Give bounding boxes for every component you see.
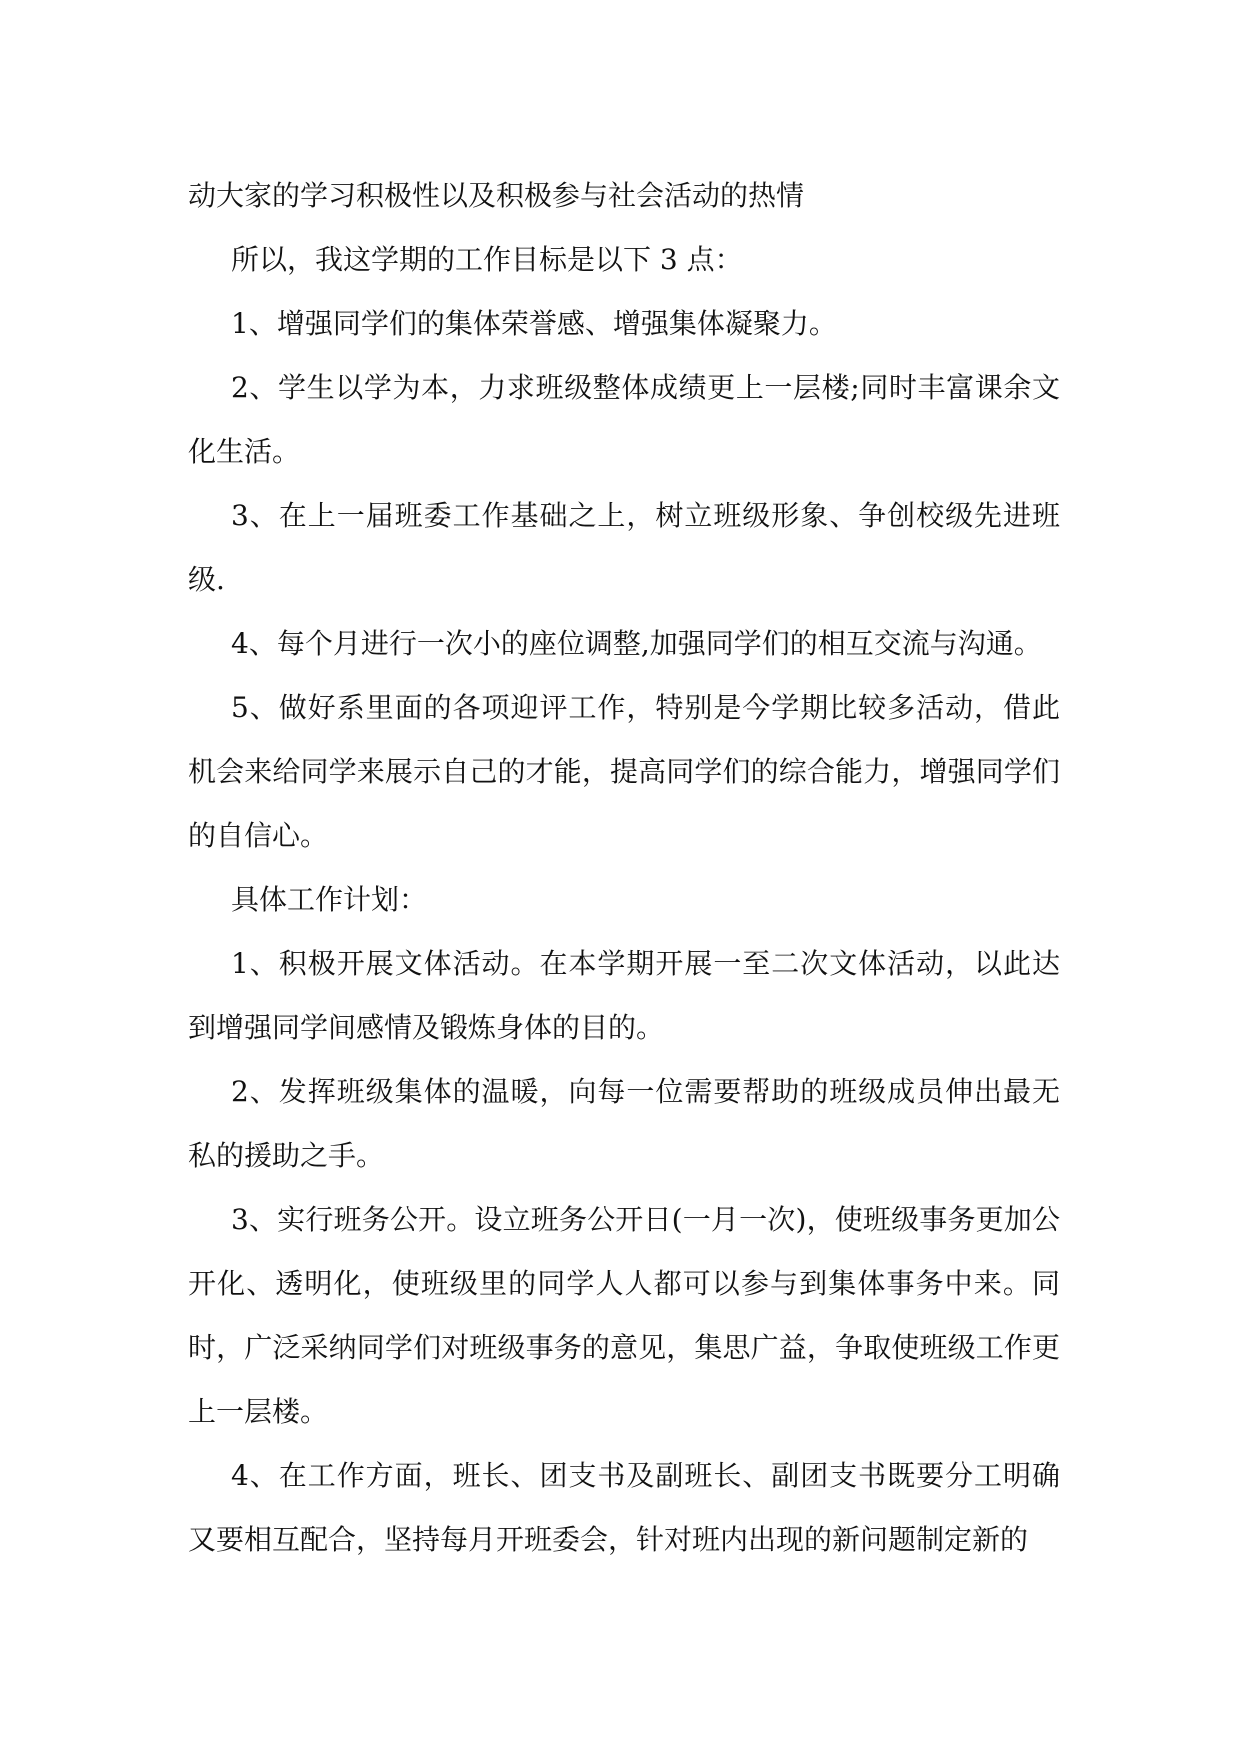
- document-body: [188, 164, 1060, 1572]
- plan-item-4: 4、在工作方面，班长、团支书及副班长、副团支书既要分工明确又要相互配合，坚持每月开班委会，针对班内出现的新问题制定新的: [188, 1459, 1060, 1556]
- paragraph-continuation: 动大家的学习积极性以及积极参与社会活动的热情: [188, 179, 805, 212]
- plan-item-2: 2、发挥班级集体的温暖，向每一位需要帮助的班级成员伸出最无私的援助之手。: [188, 1075, 1060, 1172]
- plan-item-1: 1、积极开展文体活动。在本学期开展一至二次文体活动，以此达到增强同学间感情及锻炼身体的目的。: [188, 947, 1060, 1044]
- paragraph-goals-intro: 所以，我这学期的工作目标是以下 3 点：: [231, 243, 743, 276]
- goal-item-2: 2、学生以学为本，力求班级整体成绩更上一层楼;同时丰富课余文化生活。: [188, 371, 1060, 468]
- goal-item-1: 1、增强同学们的集体荣誉感、增强集体凝聚力。: [231, 307, 837, 340]
- goal-item-3: 3、在上一届班委工作基础之上，树立班级形象、争创校级先进班级.: [188, 499, 1060, 596]
- goal-item-4: 4、每个月进行一次小的座位调整,加强同学们的相互交流与沟通。: [231, 627, 1042, 660]
- goal-item-5: 5、做好系里面的各项迎评工作，特别是今学期比较多活动，借此机会来给同学来展示自己的才能，提高同学们的综合能力，增强同学们的自信心。: [188, 691, 1060, 852]
- plan-item-3: 3、实行班务公开。设立班务公开日(一月一次)，使班级事务更加公开化、透明化，使班级里的同学人人都可以参与到集体事务中来。同时，广泛采纳同学们对班级事务的意见，集思广益，争取使班级工作更上一层楼。: [188, 1203, 1060, 1428]
- section-heading-plan: 具体工作计划：: [231, 883, 428, 916]
